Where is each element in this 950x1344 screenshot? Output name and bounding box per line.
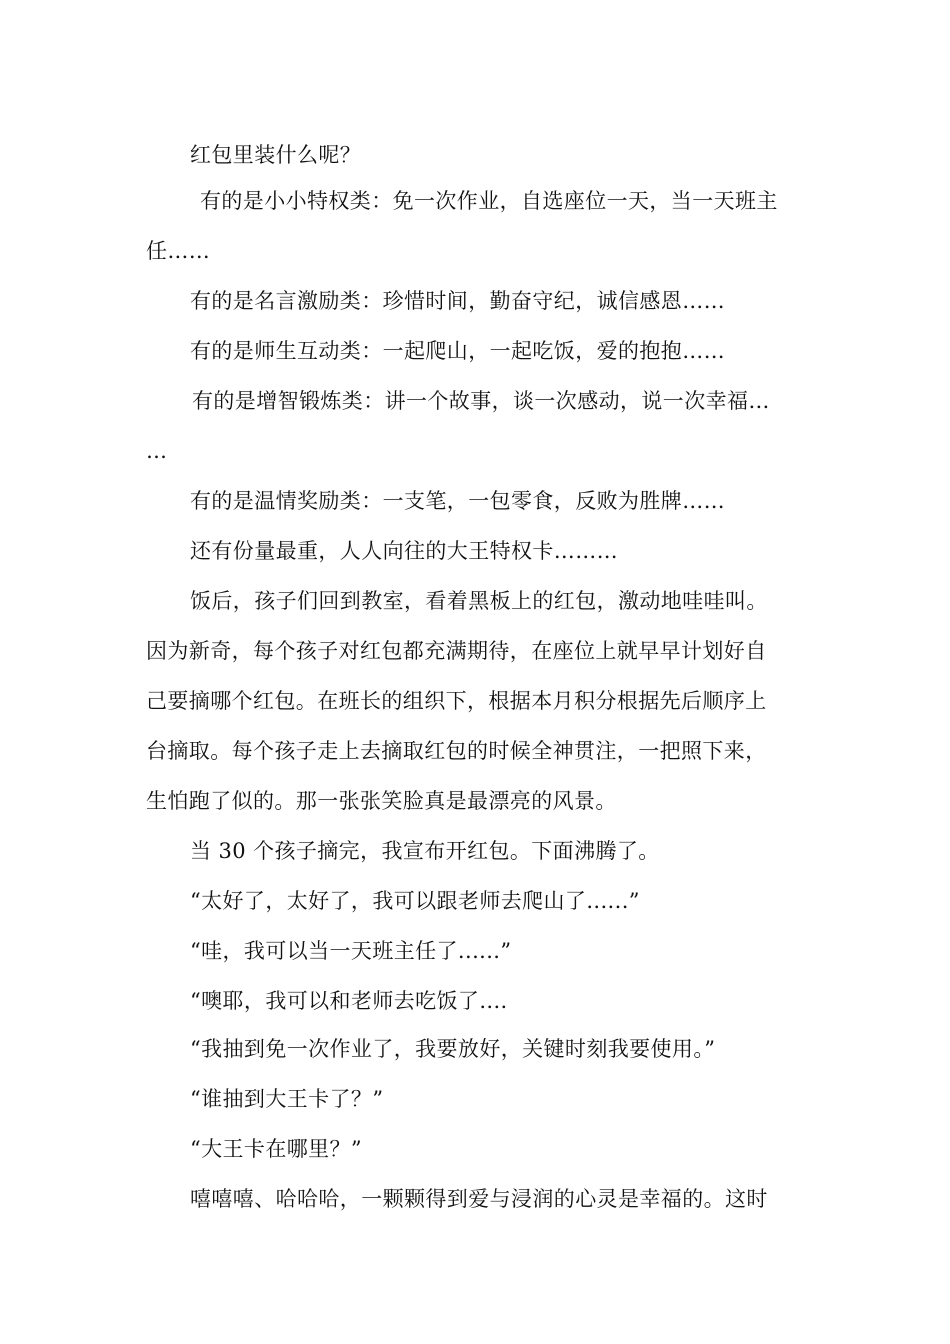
paragraph-line-9: 还有份量最重，人人向往的大王特权卡……… bbox=[190, 539, 618, 563]
paragraph-line-13: 台摘取。每个孩子走上去摘取红包的时候全神贯注，一把照下来， bbox=[146, 739, 767, 763]
paragraph-line-10: 饭后，孩子们回到教室，看着黑板上的红包，激动地哇哇叫。 bbox=[190, 589, 768, 613]
paragraph-line-16: “太好了，太好了，我可以跟老师去爬山了......” bbox=[190, 889, 640, 913]
paragraph-line-21: “大王卡在哪里？” bbox=[190, 1137, 363, 1161]
paragraph-line-14: 生怕跑了似的。那一张张笑脸真是最漂亮的风景。 bbox=[146, 789, 617, 813]
paragraph-line-17: “哇，我可以当一天班主任了......” bbox=[190, 939, 512, 963]
paragraph-line-8: 有的是温情奖励类：一支笔，一包零食，反败为胜牌…… bbox=[190, 489, 725, 513]
paragraph-line-3: 任…… bbox=[146, 239, 211, 263]
paragraph-line-2: 有的是小小特权类：免一次作业，自选座位一天，当一天班主 bbox=[200, 189, 778, 213]
paragraph-line-15: 当 30 个孩子摘完，我宣布开红包。下面沸腾了。 bbox=[190, 839, 660, 863]
paragraph-line-12: 己要摘哪个红包。在班长的组织下，根据本月积分根据先后顺序上 bbox=[146, 689, 767, 713]
paragraph-line-5: 有的是师生互动类：一起爬山，一起吃饭，爱的抱抱…… bbox=[190, 339, 725, 363]
paragraph-line-6: 有的是增智锻炼类：讲一个故事，谈一次感动，说一次幸福… bbox=[192, 389, 770, 413]
paragraph-line-20: “谁抽到大王卡了？” bbox=[190, 1087, 384, 1111]
paragraph-line-7: … bbox=[146, 439, 168, 463]
paragraph-line-11: 因为新奇，每个孩子对红包都充满期待，在座位上就早早计划好自 bbox=[146, 639, 767, 663]
paragraph-line-1: 红包里装什么呢？ bbox=[190, 143, 362, 167]
paragraph-line-19: “我抽到免一次作业了，我要放好，关键时刻我要使用。” bbox=[190, 1037, 716, 1061]
paragraph-line-22: 嘻嘻嘻、哈哈哈，一颗颗得到爱与浸润的心灵是幸福的。这时 bbox=[190, 1187, 768, 1211]
paragraph-line-4: 有的是名言激励类：珍惜时间，勤奋守纪，诚信感恩…… bbox=[190, 289, 725, 313]
paragraph-line-18: “噢耶，我可以和老师去吃饭了.... bbox=[190, 989, 508, 1013]
